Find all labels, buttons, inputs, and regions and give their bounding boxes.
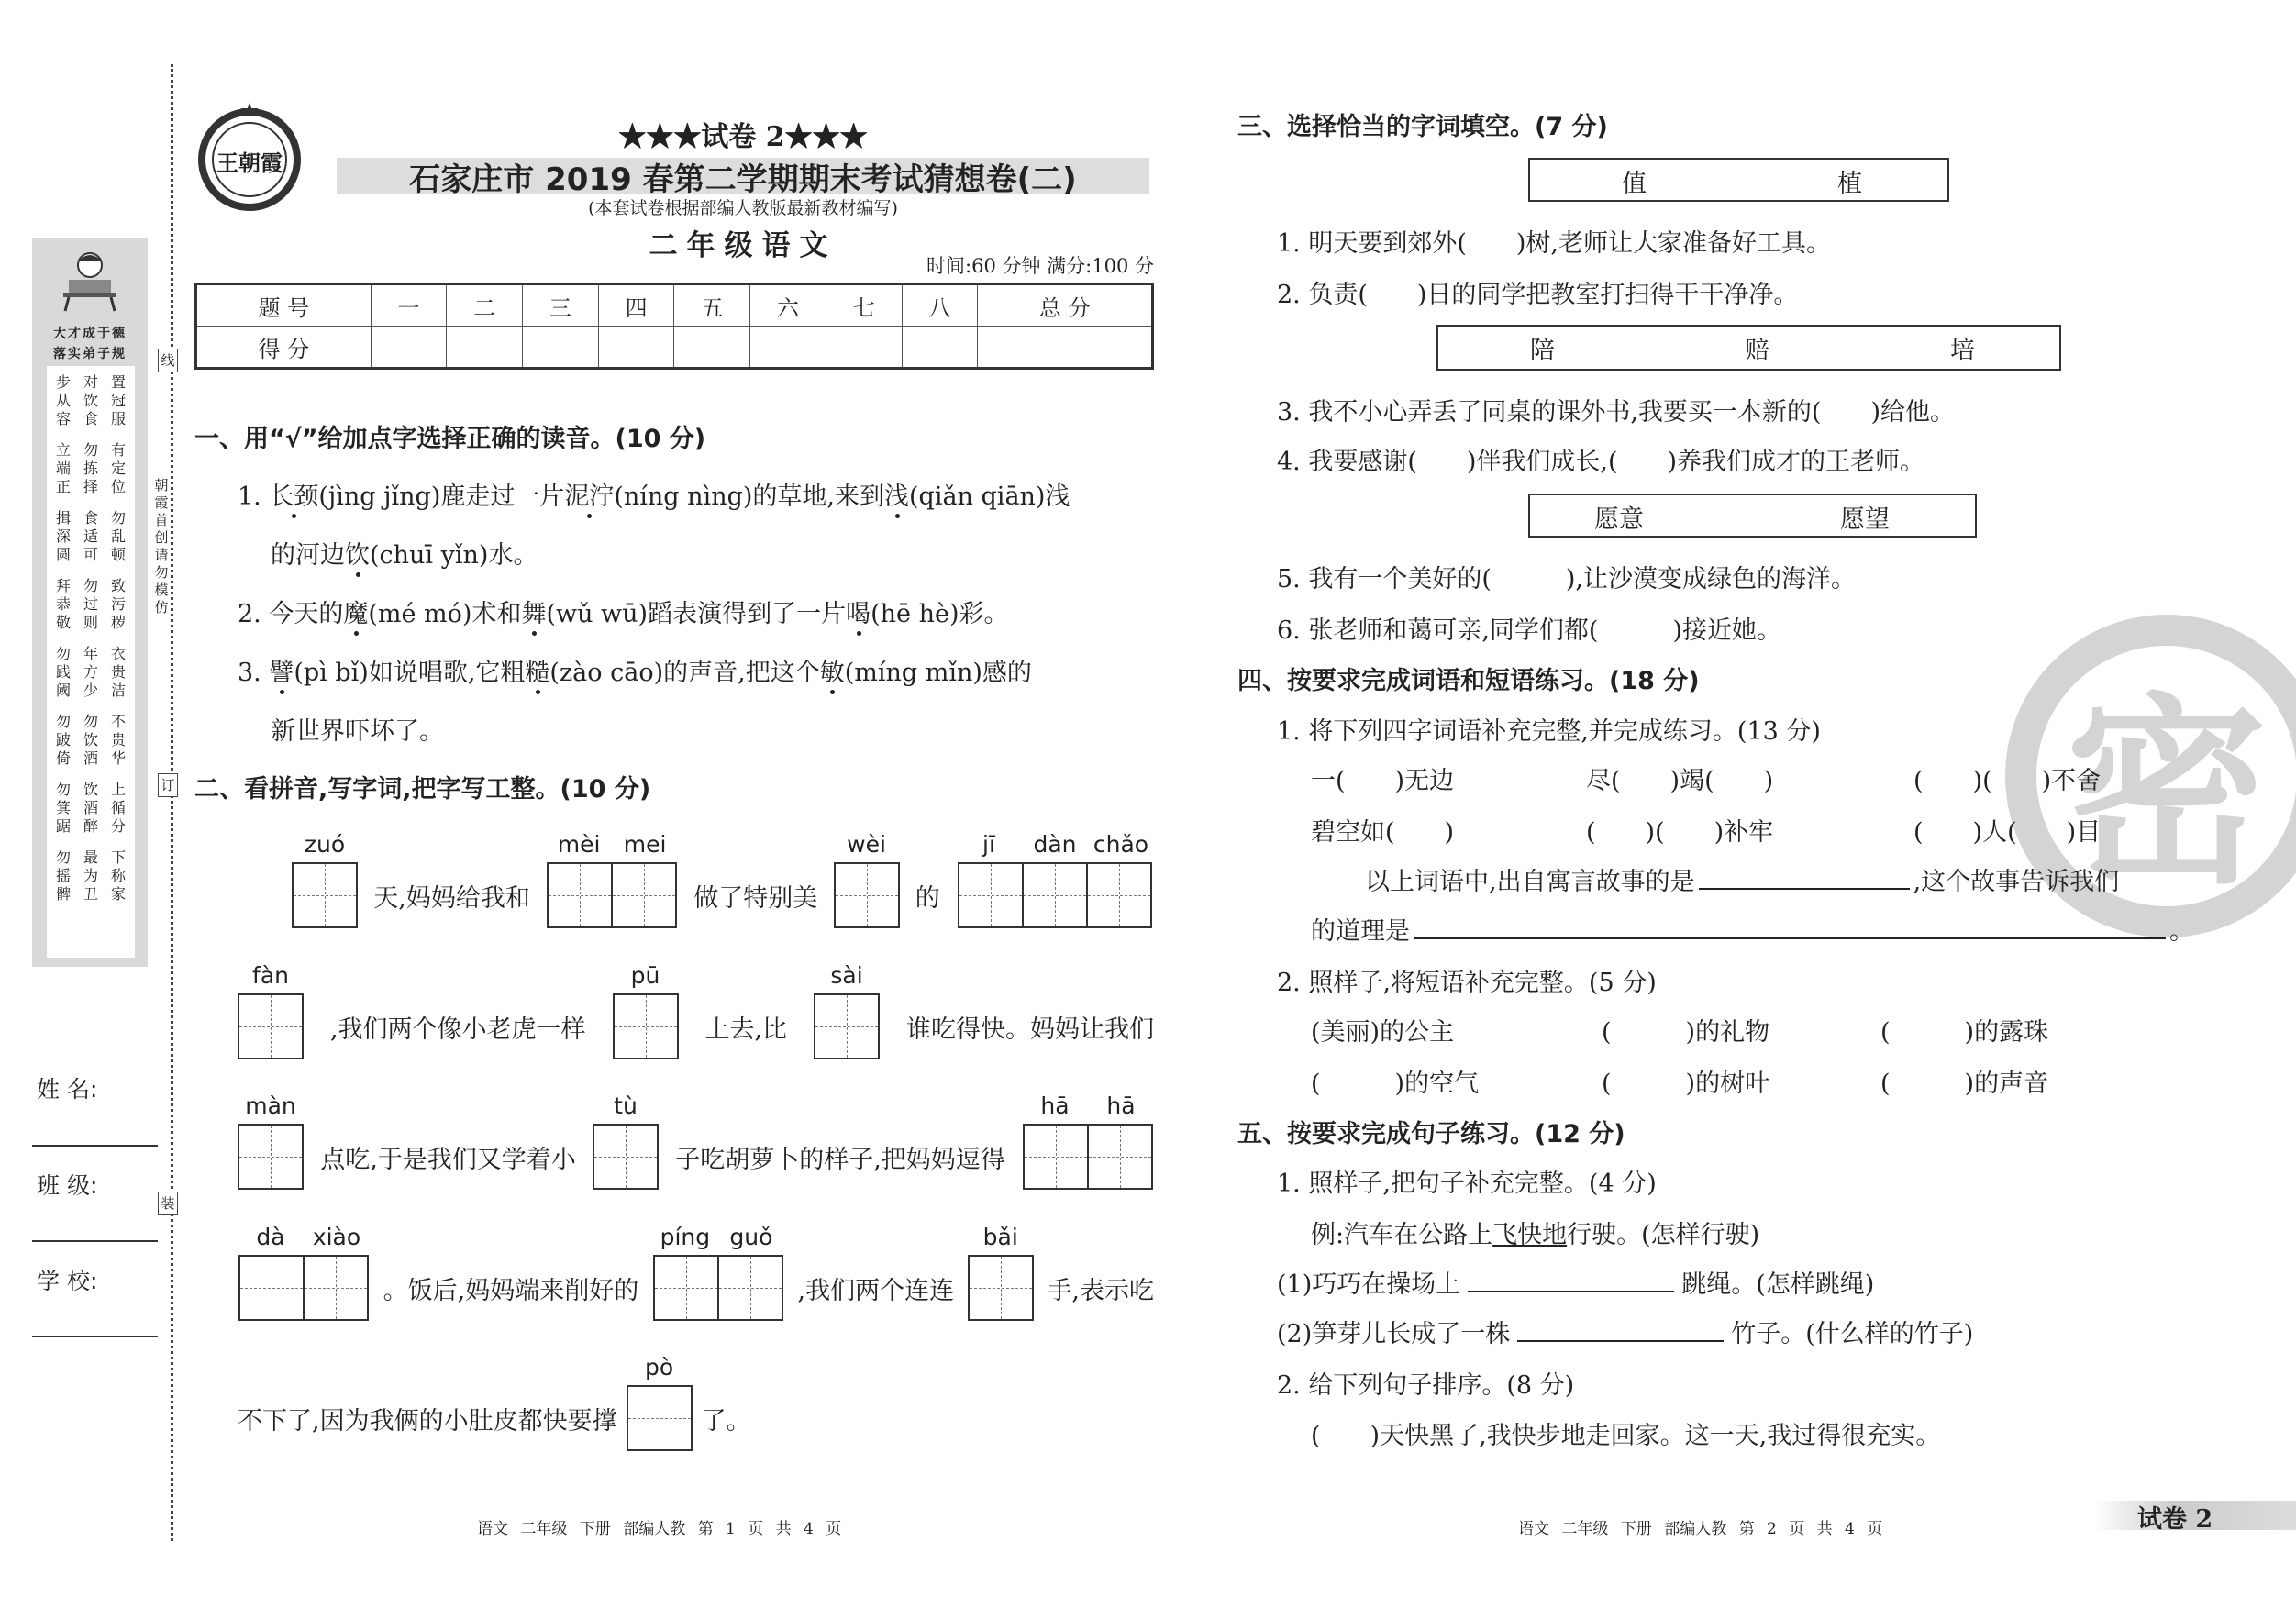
binding-marker: 装 bbox=[158, 1192, 178, 1215]
footer-right: 语文 二年级 下册 部编人教 第 2 页 共 4 页 bbox=[1518, 1520, 1883, 1538]
dotted-char: 舞 bbox=[521, 600, 547, 628]
score-table bbox=[194, 283, 1154, 370]
rule-group bbox=[56, 441, 139, 496]
phrase-item: ( )的露珠 bbox=[1880, 1018, 2049, 1047]
page-title: 石家庄市 2019 春第二学期期末考试猜想卷(二) bbox=[409, 161, 1077, 198]
pinyin-syllable: hā bbox=[1040, 1092, 1070, 1119]
section-3-title: 三、选择恰当的字词填空。(7 分) bbox=[1237, 113, 1608, 141]
answer-blank[interactable] bbox=[1699, 866, 1910, 890]
pinyin-label bbox=[627, 1354, 693, 1385]
line-text: (pì bǐ)如说唱歌,它粗 bbox=[294, 659, 526, 687]
score-cell[interactable] bbox=[674, 327, 750, 369]
dotted-char: 浅 bbox=[884, 482, 909, 511]
writing-boxes bbox=[814, 993, 880, 1059]
dotted-char: 糙 bbox=[525, 659, 550, 687]
line-text: (chuī yǐn)水。 bbox=[370, 541, 538, 570]
phrase-item: ( )的树叶 bbox=[1602, 1070, 1770, 1098]
writing-box[interactable] bbox=[627, 1385, 693, 1451]
question-line bbox=[238, 652, 1032, 688]
pinyin-syllable: mèi bbox=[557, 831, 601, 858]
line-text: 3. bbox=[238, 659, 270, 687]
name-label: 姓 名: bbox=[37, 1076, 98, 1103]
word-choice-box bbox=[1436, 325, 2061, 371]
question-line bbox=[271, 535, 538, 571]
answer-blank[interactable] bbox=[1414, 915, 2166, 939]
pinyin-syllable: tù bbox=[614, 1092, 638, 1119]
question: 6. 张老师和蔼可亲,同学们都( )接近她。 bbox=[1277, 616, 1781, 645]
dotted-char: 长颈 bbox=[269, 482, 319, 511]
rule-row: 箕酒循 bbox=[56, 799, 139, 816]
logo-text: 王朝霞 bbox=[216, 150, 283, 176]
writing-box[interactable] bbox=[1023, 1124, 1089, 1190]
rule-row: 步对置 bbox=[56, 373, 139, 391]
footer-left: 语文 二年级 下册 部编人教 第 1 页 共 4 页 bbox=[477, 1520, 842, 1538]
writing-boxes bbox=[238, 1255, 369, 1321]
line-text: 1. bbox=[238, 482, 270, 511]
pinyin-syllable: bǎi bbox=[982, 1224, 1018, 1250]
word-option: 植 bbox=[1837, 170, 1862, 198]
pinyin-syllable: xiào bbox=[312, 1224, 361, 1250]
rule-row: 勿饮上 bbox=[56, 781, 139, 798]
score-header-cell: 四 bbox=[598, 284, 674, 327]
pinyin-syllable: mei bbox=[623, 831, 667, 858]
page-badge: 试卷 2 bbox=[2137, 1505, 2213, 1534]
pinyin-syllable: píng bbox=[660, 1224, 711, 1250]
pinyin-syllable: màn bbox=[245, 1092, 296, 1119]
pinyin-syllable: guǒ bbox=[729, 1224, 773, 1250]
phrase-item: (美丽)的公主 bbox=[1311, 1018, 1455, 1047]
writing-group bbox=[627, 1354, 693, 1451]
rule-group bbox=[56, 509, 139, 564]
pinyin-syllable: dàn bbox=[1033, 831, 1077, 858]
word-choice-box bbox=[1528, 158, 1949, 202]
sentence-text: 跳绳。(怎样跳绳) bbox=[1681, 1270, 1875, 1299]
word-choice-box bbox=[1528, 494, 1977, 538]
rule-row: 恭过污 bbox=[56, 595, 139, 613]
question-line bbox=[271, 711, 444, 747]
order-sentence: ( )天快黑了,我快步地走回家。这一天,我过得很充实。 bbox=[1311, 1422, 1941, 1450]
word-option: 培 bbox=[1950, 337, 1975, 365]
dotted-char: 泥泞 bbox=[564, 482, 615, 511]
pinyin-label bbox=[834, 831, 900, 862]
row-text: 了。 bbox=[701, 1407, 751, 1436]
word-option: 值 bbox=[1622, 170, 1647, 198]
writing-group bbox=[652, 1224, 784, 1321]
rule-group bbox=[56, 848, 139, 904]
pinyin-syllable: pò bbox=[645, 1354, 674, 1381]
writing-boxes bbox=[238, 993, 304, 1059]
dotted-char: 敏 bbox=[819, 659, 845, 687]
score-header-cell: 总 分 bbox=[978, 284, 1153, 327]
student-illustration-icon bbox=[58, 249, 122, 313]
rule-row: 容食服 bbox=[56, 410, 139, 427]
sentence-text: (2)笋芽儿长成了一株 bbox=[1277, 1320, 1511, 1348]
fable-text: 以上词语中,出自寓言故事的是 bbox=[1365, 868, 1695, 896]
pinyin-row bbox=[238, 1224, 1154, 1321]
line-text: 2. 今天的 bbox=[238, 600, 344, 628]
sentence-item bbox=[1277, 1264, 1874, 1300]
line-text: (qiǎn qiān)浅 bbox=[909, 482, 1070, 511]
pinyin-label bbox=[956, 831, 1154, 862]
pinyin-label bbox=[1022, 1092, 1154, 1124]
pinyin-label bbox=[292, 831, 358, 862]
score-header-cell: 二 bbox=[447, 284, 523, 327]
writing-box[interactable] bbox=[292, 862, 358, 928]
idiom-item: 一( )无边 bbox=[1311, 767, 1455, 795]
writing-boxes bbox=[292, 862, 358, 928]
line-text: (mé mó)术和 bbox=[368, 600, 522, 628]
subject-title: 二年级语文 bbox=[649, 229, 837, 262]
writing-group bbox=[593, 1092, 659, 1190]
writing-box[interactable] bbox=[717, 1255, 783, 1321]
rule-row: 跛饮贵 bbox=[56, 731, 139, 749]
score-row-label: 得 分 bbox=[196, 327, 372, 369]
rules-list bbox=[47, 366, 139, 958]
row-text: 上去,比 bbox=[704, 1015, 788, 1044]
question: 3. 我不小心弄丢了同桌的课外书,我要买一本新的( )给他。 bbox=[1277, 398, 1955, 427]
line-text: (míng mǐn)感的 bbox=[844, 659, 1032, 687]
motto-line: 落实弟子规 bbox=[53, 347, 127, 361]
writing-group bbox=[956, 831, 1154, 928]
row-text: 的 bbox=[915, 884, 940, 913]
score-cell[interactable] bbox=[902, 327, 978, 369]
question-line bbox=[238, 476, 1070, 512]
writing-group bbox=[238, 1092, 304, 1190]
row-text: 天,妈妈给我和 bbox=[373, 884, 530, 913]
rule-row: 摇为称 bbox=[56, 867, 139, 884]
writing-boxes bbox=[593, 1124, 659, 1190]
idiom-item: 尽( )竭( ) bbox=[1586, 767, 1774, 795]
rule-row: 勿勿不 bbox=[56, 713, 139, 730]
dotted-char: 喝 bbox=[846, 600, 871, 628]
dotted-char: 饮 bbox=[345, 541, 370, 570]
sentence-item bbox=[1277, 1314, 1973, 1349]
example-text: 例:汽车在公路上 bbox=[1311, 1221, 1493, 1249]
pinyin-label bbox=[613, 962, 679, 993]
pinyin-label bbox=[652, 1224, 784, 1255]
row-text: ,我们两个连连 bbox=[797, 1277, 955, 1305]
fable-text: 。 bbox=[2169, 917, 2194, 946]
row-text: 不下了,因为我俩的小肚皮都快要撑 bbox=[238, 1407, 617, 1436]
rule-row: 深适乱 bbox=[56, 527, 139, 545]
example-underlined: 飞快地 bbox=[1492, 1221, 1568, 1249]
writing-box[interactable] bbox=[814, 993, 880, 1059]
watermark-stamp: 密 bbox=[2005, 615, 2296, 937]
score-cell[interactable] bbox=[750, 327, 826, 369]
rule-row: 勿最下 bbox=[56, 848, 139, 866]
row-text: 谁吃得快。妈妈让我们 bbox=[905, 1015, 1154, 1044]
example-text: 行驶。(怎样行驶) bbox=[1567, 1221, 1760, 1249]
binding-marker: 订 bbox=[158, 773, 178, 797]
writing-box[interactable] bbox=[238, 993, 304, 1059]
subtitle: (本套试卷根据部编人教版最新教材编写) bbox=[588, 198, 898, 218]
rule-row: 立勿有 bbox=[56, 441, 139, 459]
pinyin-syllable: dà bbox=[256, 1224, 285, 1250]
idiom-item: ( )( )不舍 bbox=[1913, 767, 2102, 795]
line-text: (hē hè)彩。 bbox=[871, 600, 1009, 628]
writing-group bbox=[613, 962, 679, 1059]
answer-blank[interactable] bbox=[1517, 1318, 1724, 1342]
question: 5. 我有一个美好的( ),让沙漠变成绿色的海洋。 bbox=[1277, 565, 1856, 593]
writing-boxes bbox=[1023, 1124, 1153, 1190]
score-cell[interactable] bbox=[598, 327, 674, 369]
rule-row: 圆可顿 bbox=[56, 546, 139, 563]
pinyin-syllable: jī bbox=[982, 831, 995, 858]
pinyin-row bbox=[238, 962, 1154, 1059]
score-cell[interactable] bbox=[371, 327, 447, 369]
idiom-item: ( )人( )目 bbox=[1913, 818, 2102, 847]
writing-box[interactable] bbox=[238, 1124, 304, 1190]
rule-row: 践方贵 bbox=[56, 663, 139, 681]
exam-meta: 时间:60 分钟 满分:100 分 bbox=[926, 255, 1154, 277]
pinyin-label bbox=[238, 962, 304, 993]
writing-box[interactable] bbox=[968, 1255, 1034, 1321]
line-text: (jìng jǐng)鹿走过一片 bbox=[318, 482, 565, 511]
pinyin-syllable: pū bbox=[630, 962, 660, 989]
fable-question bbox=[1365, 861, 2119, 897]
pinyin-syllable: sài bbox=[830, 962, 863, 989]
sidebar-panel bbox=[32, 238, 148, 967]
writing-boxes bbox=[238, 1124, 304, 1190]
rule-row: 踞醉分 bbox=[56, 817, 139, 835]
phrase-item: ( )的空气 bbox=[1311, 1070, 1480, 1098]
question: 2. 负责( )日的同学把教室打扫得干干净净。 bbox=[1277, 281, 1799, 309]
school-label: 学 校: bbox=[37, 1268, 98, 1294]
word-option: 赔 bbox=[1745, 337, 1769, 365]
writing-box[interactable] bbox=[834, 862, 900, 928]
publisher-logo bbox=[194, 101, 305, 211]
line-text: 新世界吓坏了。 bbox=[271, 717, 444, 746]
idiom-item: ( )( )补牢 bbox=[1586, 818, 1774, 847]
pinyin-label bbox=[238, 1224, 370, 1255]
score-header-cell: 八 bbox=[902, 284, 978, 327]
score-cell[interactable] bbox=[978, 327, 1153, 369]
writing-box[interactable] bbox=[1086, 862, 1152, 928]
writing-group bbox=[292, 831, 358, 928]
phrase-item: ( )的礼物 bbox=[1602, 1018, 1770, 1047]
writing-box[interactable] bbox=[613, 993, 679, 1059]
class-input-line[interactable] bbox=[32, 1240, 158, 1242]
writing-boxes bbox=[547, 862, 677, 928]
writing-box[interactable] bbox=[611, 862, 677, 928]
writing-box[interactable] bbox=[593, 1124, 659, 1190]
writing-box[interactable] bbox=[303, 1255, 369, 1321]
rule-row: 从饮冠 bbox=[56, 392, 139, 409]
question: 1. 将下列四字词语补充完整,并完成练习。(13 分) bbox=[1277, 717, 1821, 746]
rule-row: 揖食勿 bbox=[56, 509, 139, 527]
name-input-line[interactable] bbox=[32, 1145, 158, 1147]
score-header-cell: 五 bbox=[674, 284, 750, 327]
writing-group bbox=[814, 962, 880, 1059]
pinyin-syllable: hā bbox=[1106, 1092, 1136, 1119]
score-header-cell: 七 bbox=[826, 284, 902, 327]
row-text: 做了特别美 bbox=[693, 884, 818, 913]
phrase-item: ( )的声音 bbox=[1880, 1070, 2049, 1098]
score-header-cell: 一 bbox=[371, 284, 447, 327]
rule-group bbox=[56, 577, 139, 632]
copyright-note: 朝霞首创 请勿模仿 bbox=[154, 477, 169, 616]
pinyin-label bbox=[238, 1092, 304, 1124]
question: 4. 我要感谢( )伴我们成长,( )养我们成才的王老师。 bbox=[1277, 448, 1925, 476]
score-header-cell: 题 号 bbox=[196, 284, 372, 327]
dotted-char: 譬 bbox=[269, 659, 294, 687]
rule-row: 敬则秽 bbox=[56, 614, 139, 631]
writing-group bbox=[1022, 1092, 1154, 1190]
writing-box[interactable] bbox=[547, 862, 613, 928]
writing-boxes bbox=[627, 1385, 693, 1451]
word-option: 陪 bbox=[1530, 337, 1555, 365]
answer-blank[interactable] bbox=[1468, 1269, 1674, 1292]
fable-text: 的道理是 bbox=[1311, 917, 1410, 946]
paper-number: ★★★试卷 2★★★ bbox=[618, 121, 868, 153]
sentence-text: 竹子。(什么样的竹子) bbox=[1731, 1320, 1974, 1348]
pinyin-syllable: wèi bbox=[847, 831, 886, 858]
writing-group bbox=[238, 962, 304, 1059]
question: 2. 照样子,将短语补充完整。(5 分) bbox=[1277, 969, 1657, 997]
rule-row: 端拣定 bbox=[56, 460, 139, 477]
rule-group bbox=[56, 713, 139, 768]
rule-row: 髀丑家 bbox=[56, 885, 139, 903]
writing-box[interactable] bbox=[1022, 862, 1088, 928]
writing-boxes bbox=[958, 862, 1152, 928]
pinyin-label bbox=[814, 962, 880, 993]
row-text: 点吃,于是我们又学着小 bbox=[320, 1146, 576, 1174]
logo-emblem-icon bbox=[194, 101, 305, 211]
writing-boxes bbox=[613, 993, 679, 1059]
writing-box[interactable] bbox=[1087, 1124, 1153, 1190]
writing-boxes bbox=[968, 1255, 1034, 1321]
line-text: 的河边 bbox=[271, 541, 345, 570]
section-4-title: 四、按要求完成词语和短语练习。(18 分) bbox=[1237, 667, 1700, 695]
row-text: 子吃胡萝卜的样子,把妈妈逗得 bbox=[675, 1146, 1005, 1174]
score-cell[interactable] bbox=[826, 327, 902, 369]
rule-group bbox=[56, 781, 139, 836]
score-header-cell: 三 bbox=[523, 284, 599, 327]
idiom-item: 碧空如( ) bbox=[1311, 818, 1455, 847]
rule-group bbox=[56, 373, 139, 428]
pinyin-row bbox=[292, 831, 1154, 928]
row-text: ,我们两个像小老虎一样 bbox=[329, 1015, 586, 1044]
pinyin-label bbox=[968, 1224, 1034, 1255]
pinyin-syllable: zuó bbox=[304, 831, 346, 858]
writing-group bbox=[546, 831, 678, 928]
line-text: (wǔ wū)蹈表演得到了一片 bbox=[546, 600, 847, 628]
fable-text: ,这个故事告诉我们 bbox=[1913, 868, 2120, 896]
word-option: 愿望 bbox=[1840, 505, 1890, 534]
sentence-text: (1)巧巧在操场上 bbox=[1277, 1270, 1461, 1299]
section-1-title: 一、用“√”给加点字选择正确的读音。(10 分) bbox=[194, 425, 706, 453]
fable-question bbox=[1311, 911, 2194, 947]
example-sentence bbox=[1311, 1214, 1759, 1250]
question: 1. 照样子,把句子补充完整。(4 分) bbox=[1277, 1170, 1657, 1198]
row-text: 手,表示吃 bbox=[1047, 1277, 1154, 1305]
rule-row: 勿年衣 bbox=[56, 645, 139, 662]
rule-group bbox=[56, 645, 139, 700]
line-text: (zào cāo)的声音,把这个 bbox=[549, 659, 820, 687]
section-2-title: 二、看拼音,写字词,把字写工整。(10 分) bbox=[194, 775, 651, 804]
question: 2. 给下列句子排序。(8 分) bbox=[1277, 1371, 1575, 1400]
pinyin-row bbox=[238, 1354, 751, 1451]
writing-group bbox=[834, 831, 900, 928]
writing-group bbox=[968, 1224, 1034, 1321]
pinyin-label bbox=[546, 831, 678, 862]
writing-boxes bbox=[653, 1255, 783, 1321]
pinyin-syllable: chǎo bbox=[1093, 831, 1149, 858]
binding-line bbox=[171, 64, 173, 1541]
line-text: (níng nìng)的草地,来到 bbox=[614, 482, 884, 511]
rule-row: 正择位 bbox=[56, 478, 139, 495]
motto-line: 大才成于德 bbox=[53, 327, 127, 341]
writing-box[interactable] bbox=[958, 862, 1024, 928]
score-cell[interactable] bbox=[447, 327, 523, 369]
school-input-line[interactable] bbox=[32, 1336, 158, 1337]
word-option: 愿意 bbox=[1594, 505, 1644, 534]
writing-group bbox=[238, 1224, 370, 1321]
rule-row: 阈少洁 bbox=[56, 682, 139, 699]
score-header-cell: 六 bbox=[750, 284, 826, 327]
binding-marker: 线 bbox=[158, 349, 178, 372]
writing-box[interactable] bbox=[653, 1255, 719, 1321]
rule-row: 拜勿致 bbox=[56, 577, 139, 594]
section-5-title: 五、按要求完成句子练习。(12 分) bbox=[1237, 1120, 1625, 1148]
class-label: 班 级: bbox=[37, 1172, 98, 1199]
pinyin-row bbox=[238, 1092, 1154, 1190]
question-line bbox=[238, 593, 1008, 629]
score-cell[interactable] bbox=[523, 327, 599, 369]
pinyin-label bbox=[593, 1092, 659, 1124]
question: 1. 明天要到郊外( )树,老师让大家准备好工具。 bbox=[1277, 229, 1831, 258]
pinyin-syllable: fàn bbox=[252, 962, 289, 989]
row-text: 。饭后,妈妈端来削好的 bbox=[383, 1277, 639, 1305]
dotted-char: 魔 bbox=[343, 600, 369, 628]
rule-row: 倚酒华 bbox=[56, 749, 139, 767]
writing-box[interactable] bbox=[238, 1255, 305, 1321]
writing-boxes bbox=[834, 862, 900, 928]
